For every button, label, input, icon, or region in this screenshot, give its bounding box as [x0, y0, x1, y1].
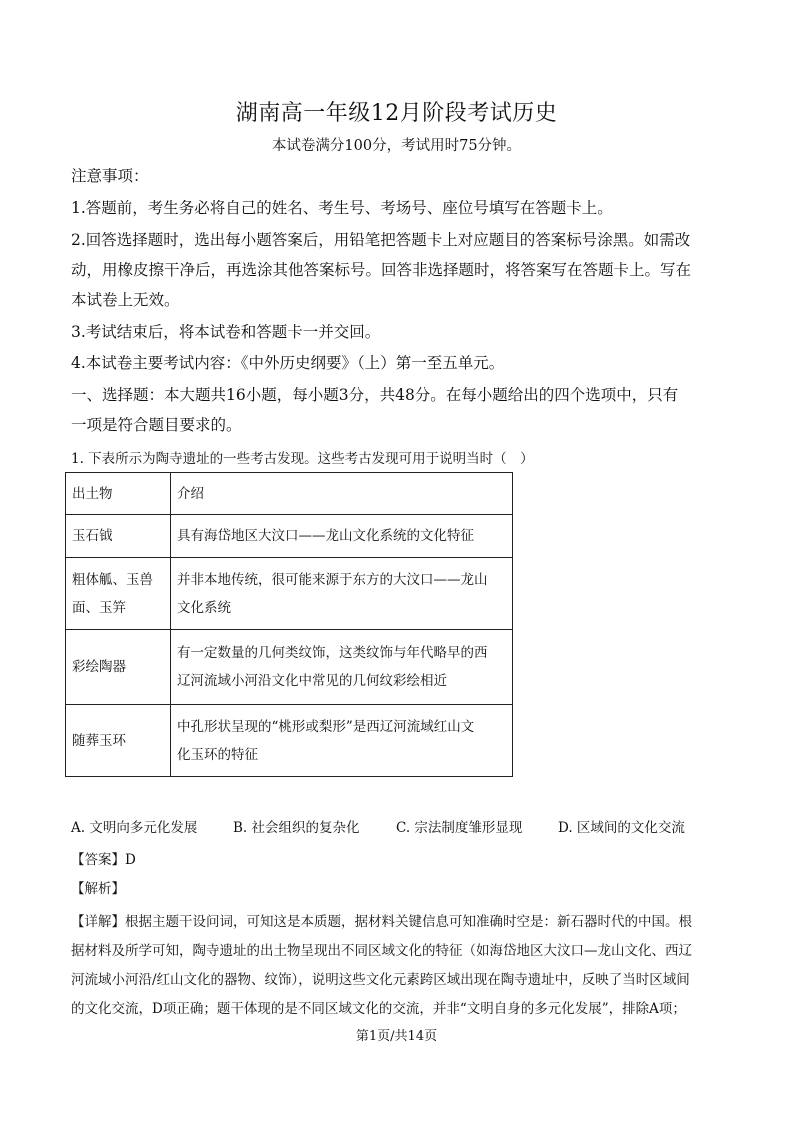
page-title: 湖南高一年级12月阶段考试历史: [235, 101, 558, 126]
cell-desc-line-2: 化玉环的特征: [177, 746, 258, 763]
question-1-stem: 1. 下表所示为陶寺遗址的一些考古发现。这些考古发现可用于说明当时（ ）: [71, 451, 534, 467]
header-item: 出土物: [66, 473, 171, 515]
option-a: A. 文明向多元化发展: [71, 820, 198, 836]
note-2-line-1: 2.回答选择题时，选出每小题答案后，用铅笔把答题卡上对应题目的答案标号涂黑。如需改: [71, 231, 691, 249]
cell-desc-line-1: 中孔形状呈现的“桃形或梨形”是西辽河流域红山文: [177, 718, 475, 735]
header-desc: 介绍: [171, 473, 513, 515]
cell-desc-line-2: 文化系统: [177, 599, 231, 616]
note-3: 3.考试结束后，将本试卷和答题卡一并交回。: [71, 323, 381, 341]
cell-desc: [171, 558, 513, 630]
cell-desc: [171, 630, 513, 705]
table-row: [66, 515, 513, 558]
detail-line-1: 【详解】根据主题干设问词，可知这是本质题，据材料关键信息可知准确时空是：新石器时代的中国。根: [71, 914, 692, 930]
notes-heading: 注意事项：: [71, 167, 149, 185]
artifact-table: [65, 472, 513, 777]
section-heading-line-1: 一、选择题：本大题共16小题，每小题3分，共48分。在每小题给出的四个选项中，只有: [71, 386, 679, 404]
note-2-line-3: 本试卷上无效。: [71, 291, 180, 309]
page-subtitle: 本试卷满分100分，考试用时75分钟。: [271, 138, 522, 154]
cell-desc-line-1: 有一定数量的几何类纹饰，这类纹饰与年代略早的西: [177, 645, 488, 661]
cell-item: 随葬玉环: [66, 705, 171, 777]
cell-desc-line-1: 并非本地传统，很可能来源于东方的大汶口——龙山: [177, 571, 488, 588]
analysis-label: 【解析】: [71, 881, 125, 897]
note-2-line-2: 动，用橡皮擦干净后，再选涂其他答案标号。回答非选择题时，将答案写在答题卡上。写在: [71, 261, 692, 279]
cell-desc: 具有海岱地区大汶口——龙山文化系统的文化特征: [171, 515, 513, 558]
table-row: [66, 558, 513, 630]
detail-line-3: 河流域小河沿/红山文化的器物、纹饰），说明这些文化元素跨区域出现在陶寺遗址中，反映了当时区域间: [71, 972, 690, 988]
table-row: [66, 705, 513, 777]
table-row: [66, 630, 513, 705]
option-c: C. 宗法制度雏形显现: [396, 820, 523, 836]
cell-item-line-2: 面、玉笄: [72, 599, 126, 616]
detail-line-2: 据材料及所学可知，陶寺遗址的出土物呈现出不同区域文化的特征（如海岱地区大汶口—龙山文化、西辽: [71, 943, 692, 959]
table-header-row: [66, 473, 513, 515]
page-footer: 第1页/共14页: [355, 1029, 438, 1044]
cell-item: 玉石钺: [66, 515, 171, 558]
cell-item-line-1: 粗体觚、玉兽: [72, 571, 153, 588]
answer: 【答案】D: [71, 852, 136, 868]
option-b: B. 社会组织的复杂化: [233, 820, 360, 836]
option-d: D. 区域间的文化交流: [558, 820, 685, 836]
cell-item: [66, 558, 171, 630]
detail-line-4: 的文化交流，D项正确；题干体现的是不同区域文化的交流，并非“文明自身的多元化发展”，排除A项；: [71, 1001, 686, 1017]
note-1: 1.答题前，考生务必将自己的姓名、考生号、考场号、座位号填写在答题卡上。: [71, 199, 613, 217]
note-4: 4.本试卷主要考试内容：《中外历史纲要》（上）第一至五单元。: [71, 354, 505, 372]
cell-desc: [171, 705, 513, 777]
cell-desc-line-2: 辽河流域小河沿文化中常见的几何纹彩绘相近: [177, 673, 447, 689]
cell-item: 彩绘陶器: [66, 630, 171, 705]
section-heading-line-2: 一项是符合题目要求的。: [71, 416, 242, 434]
